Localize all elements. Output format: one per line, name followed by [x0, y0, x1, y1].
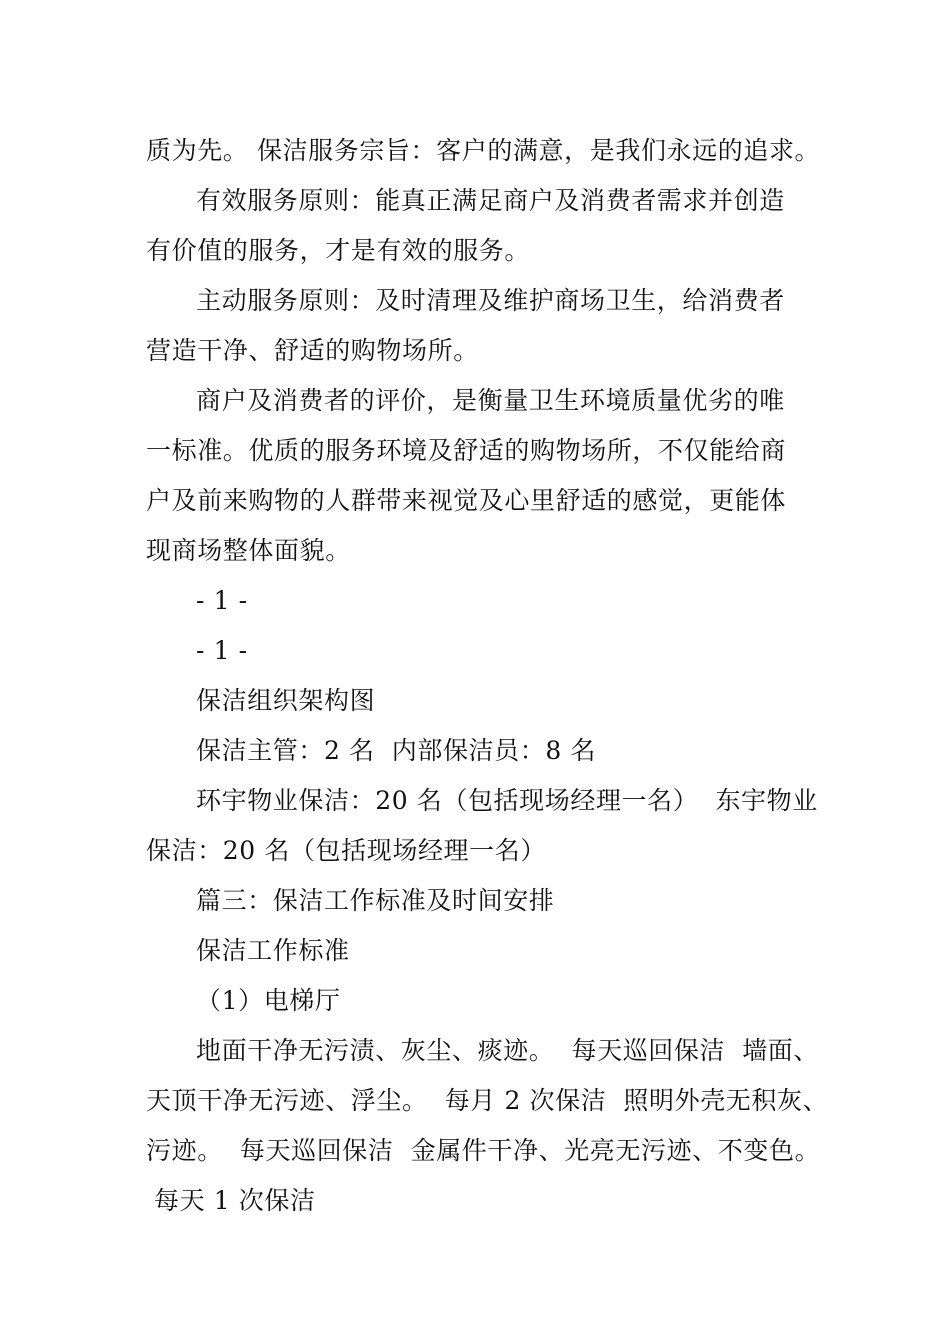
text-line: 环宇物业保洁：20 名（包括现场经理一名） 东宇物业: [196, 786, 818, 815]
section-heading: 篇三：保洁工作标准及时间安排: [196, 886, 555, 915]
text-line: 营造干净、舒适的购物场所。: [146, 336, 479, 365]
text-line: 商户及消费者的评价，是衡量卫生环境质量优劣的唯: [196, 386, 785, 415]
text-line: 主动服务原则：及时清理及维护商场卫生，给消费者: [196, 286, 785, 315]
text-line: 现商场整体面貌。: [146, 536, 351, 565]
subsection-heading: （1）电梯厅: [196, 986, 341, 1015]
text-line: 每天 1 次保洁: [154, 1186, 316, 1215]
page-number: - 1 -: [196, 586, 248, 615]
text-line: 户及前来购物的人群带来视觉及心里舒适的感觉，更能体: [146, 486, 787, 515]
text-line: 保洁：20 名（包括现场经理一名）: [146, 836, 546, 865]
text-line: 有效服务原则：能真正满足商户及消费者需求并创造: [196, 186, 785, 215]
section-heading: 保洁组织架构图: [196, 686, 376, 715]
section-heading: 保洁工作标准: [196, 936, 350, 965]
page-number: - 1 -: [196, 636, 248, 665]
text-line: 天顶干净无污迹、浮尘。 每月 2 次保洁 照明外壳无积灰、: [146, 1086, 829, 1115]
text-line: 有价值的服务，才是有效的服务。: [146, 236, 531, 265]
text-line: 质为先。 保洁服务宗旨：客户的满意，是我们永远的追求。: [146, 136, 821, 165]
text-line: 地面干净无污渍、灰尘、痰迹。 每天巡回保洁 墙面、: [196, 1036, 819, 1065]
text-line: 保洁主管：2 名 内部保洁员：8 名: [196, 736, 596, 765]
text-line: 一标准。优质的服务环境及舒适的购物场所，不仅能给商: [146, 436, 787, 465]
text-line: 污迹。 每天巡回保洁 金属件干净、光亮无污迹、不变色。: [146, 1136, 821, 1165]
